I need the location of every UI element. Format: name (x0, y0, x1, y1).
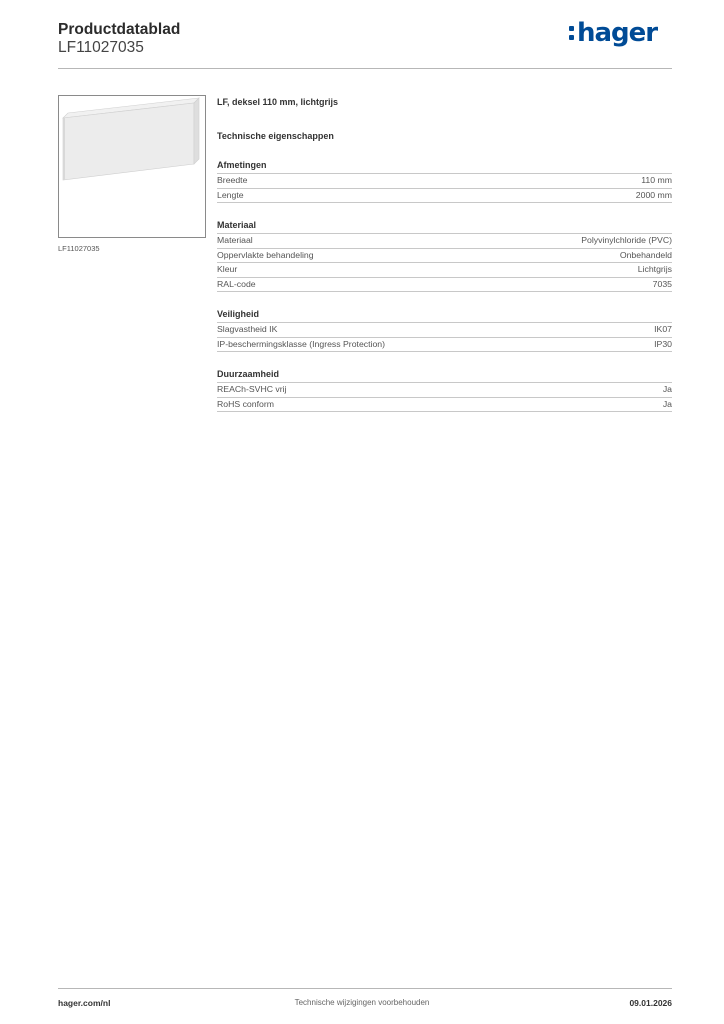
group-title: Afmetingen (217, 160, 672, 174)
product-code: LF11027035 (58, 39, 144, 56)
row-label: RoHS conform (217, 398, 274, 409)
footer-date: 09.01.2026 (629, 998, 672, 1008)
header-divider (58, 68, 672, 69)
table-row (217, 234, 672, 249)
specification-content (217, 97, 672, 412)
row-label: REACh-SVHC vrij (217, 384, 287, 394)
table-row (217, 263, 672, 278)
row-label: Materiaal (217, 235, 253, 245)
page-title: Productdatablad (58, 21, 181, 38)
image-caption: LF11027035 (58, 244, 100, 253)
row-value: 7035 (652, 278, 672, 289)
row-value: 110 mm (641, 175, 672, 185)
footer-divider (58, 988, 672, 989)
table-row (217, 249, 672, 264)
row-label: Breedte (217, 175, 248, 185)
table-row (217, 323, 672, 338)
group-title: Materiaal (217, 220, 672, 234)
logo-text: hager (577, 18, 658, 48)
row-label: Lengte (217, 189, 244, 200)
cover-panel-icon (59, 96, 205, 237)
row-label: Slagvastheid IK (217, 324, 278, 334)
table-row (217, 189, 672, 204)
row-value: Ja (662, 398, 672, 409)
group-title: Veiligheid (217, 309, 672, 323)
row-value: Lichtgrijs (637, 264, 672, 274)
logo-dots-icon (569, 26, 574, 40)
footer-disclaimer: Technische wijzigingen voorbehouden (294, 998, 430, 1007)
spec-group-materiaal (217, 220, 672, 292)
spec-group-veiligheid (217, 309, 672, 352)
row-value: IK07 (654, 324, 672, 334)
table-row (217, 338, 672, 353)
spec-group-duurzaamheid (217, 369, 672, 412)
row-value: Onbehandeld (619, 249, 672, 260)
section-heading: Technische eigenschappen (217, 131, 334, 141)
group-title: Duurzaamheid (217, 369, 672, 383)
table-row (217, 278, 672, 293)
table-row (217, 383, 672, 398)
product-name: LF, deksel 110 mm, lichtgrijs (217, 97, 339, 107)
hager-logo[interactable] (569, 17, 659, 49)
row-value: Ja (662, 384, 672, 394)
row-value: 2000 mm (635, 189, 672, 200)
product-image (58, 95, 206, 238)
row-label: Kleur (217, 264, 238, 274)
spec-group-afmetingen (217, 160, 672, 203)
footer-website-link[interactable]: hager.com/nl (58, 998, 111, 1008)
row-label: Oppervlakte behandeling (217, 249, 314, 260)
table-row (217, 174, 672, 189)
row-label: RAL-code (217, 278, 256, 289)
row-label: IP-beschermingsklasse (Ingress Protection) (217, 338, 386, 349)
row-value: Polyvinylchloride (PVC) (581, 235, 672, 245)
table-row (217, 398, 672, 413)
row-value: IP30 (654, 338, 672, 349)
